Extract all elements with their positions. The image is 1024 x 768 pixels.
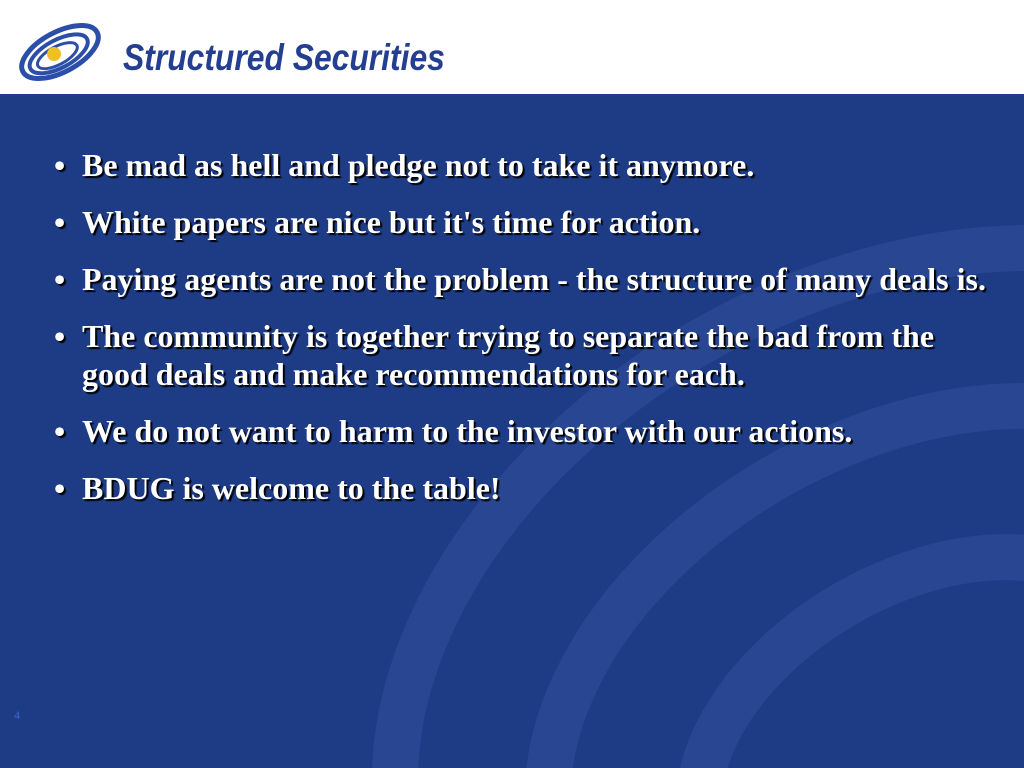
slide-header bbox=[0, 0, 1024, 94]
bullet-text: Be mad as hell and pledge not to take it anymore. bbox=[82, 147, 755, 183]
list-item bbox=[52, 412, 1002, 450]
slide-number: 4 bbox=[14, 708, 20, 722]
orbit-logo-icon bbox=[14, 18, 106, 86]
list-item bbox=[52, 469, 1002, 507]
bullet-marker: • bbox=[54, 318, 66, 354]
bullet-text: The community is together trying to separate the bad from the good deals and make recommendations for each. bbox=[82, 318, 935, 392]
bullet-list bbox=[52, 146, 1002, 526]
bullet-marker: • bbox=[54, 204, 66, 240]
bullet-marker: • bbox=[54, 413, 66, 449]
list-item bbox=[52, 203, 1002, 241]
bullet-marker: • bbox=[54, 261, 66, 297]
list-item bbox=[52, 146, 1002, 184]
bullet-text: White papers are nice but it's time for action. bbox=[82, 204, 701, 240]
list-item bbox=[52, 260, 1002, 298]
bullet-text: We do not want to harm to the investor with our actions. bbox=[82, 413, 853, 449]
page-title: Structured Securities bbox=[123, 37, 445, 78]
content-panel bbox=[0, 94, 1024, 768]
bullet-marker: • bbox=[54, 147, 66, 183]
bullet-text: Paying agents are not the problem - the structure of many deals is. bbox=[82, 261, 986, 297]
bullet-text: BDUG is welcome to the table! bbox=[82, 470, 501, 506]
list-item bbox=[52, 317, 1002, 393]
bullet-marker: • bbox=[54, 470, 66, 506]
